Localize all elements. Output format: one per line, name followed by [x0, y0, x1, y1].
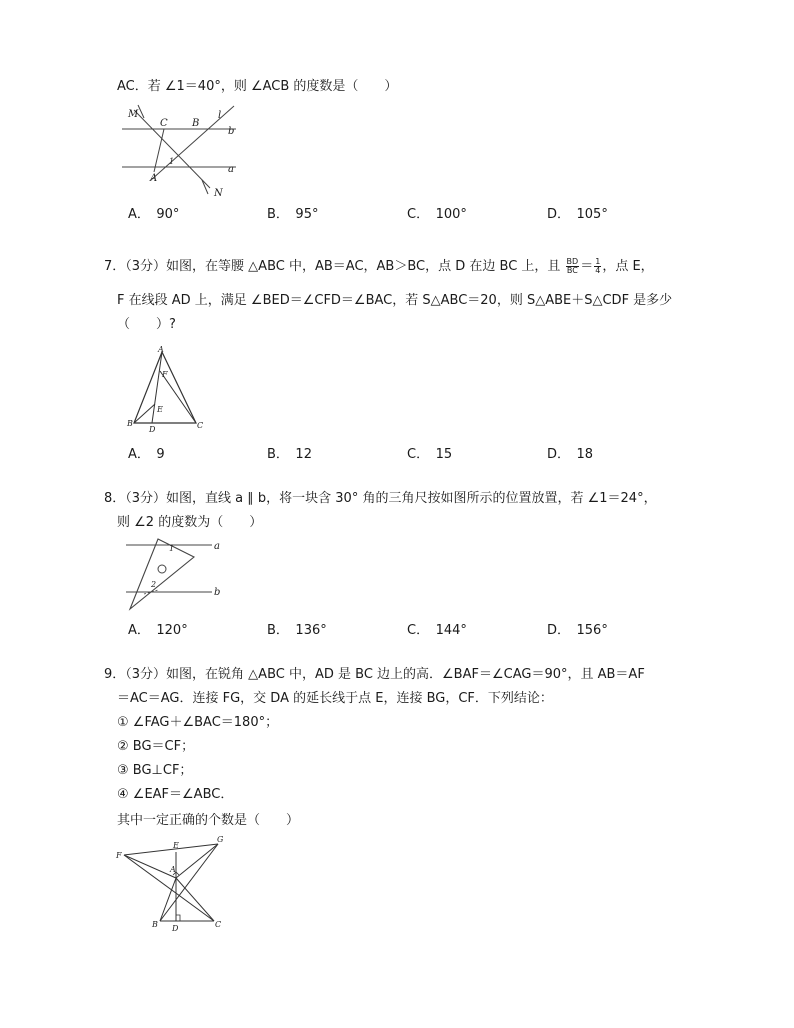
- q6-figure: [118, 104, 248, 199]
- label-b: B: [152, 920, 158, 929]
- label-a-line: a: [228, 164, 234, 175]
- q7-line3: （ ）?: [117, 317, 176, 332]
- label-c: C: [160, 118, 168, 129]
- q7-line1-end: ，点 E，: [602, 259, 654, 274]
- segment-ac: [176, 878, 214, 921]
- label-d: D: [149, 425, 156, 434]
- q6-stem: AC．若 ∠1＝40°，则 ∠ACB 的度数是（ ）: [117, 79, 398, 94]
- q7-option-d: D． 18: [547, 447, 594, 462]
- label-d: D: [172, 924, 179, 933]
- q9-figure: [114, 834, 234, 934]
- q8-line2: 则 ∠2 的度数为（ ）: [117, 515, 263, 530]
- q8-line1: 8．（3分）如图，直线 a ∥ b，将一块含 30° 角的三角尺按如图所示的位置放置，若 ∠1＝24°，: [104, 491, 657, 506]
- fraction-one-quarter: [594, 258, 601, 275]
- q7-option-c: C． 15: [407, 447, 453, 462]
- label-c: C: [197, 421, 204, 430]
- label-e: E: [173, 841, 179, 850]
- frac-numerator: BD: [566, 257, 579, 266]
- q8-option-d: D． 156°: [547, 623, 608, 638]
- label-a-point: A: [150, 173, 158, 184]
- frac2-numerator: 1: [595, 257, 601, 266]
- label-b-line: b: [228, 126, 235, 137]
- label-f: F: [162, 370, 168, 379]
- label-a: A: [158, 345, 164, 354]
- label-g: G: [217, 835, 224, 844]
- triangle-abc: [134, 352, 196, 423]
- label-angle-1: 1: [169, 544, 175, 553]
- q6-option-a: A． 90°: [128, 207, 180, 222]
- segment-ga: [176, 844, 218, 878]
- q7-line1-text: 7．（3分）如图，在等腰 △ABC 中，AB＝AC，AB＞BC，点 D 在边 BC 上，且: [104, 259, 561, 274]
- q6-option-c: C． 100°: [407, 207, 467, 222]
- q7-option-a: A． 9: [128, 447, 165, 462]
- label-a: a: [214, 541, 220, 552]
- q7-equals: ＝: [580, 259, 594, 274]
- label-angle-2: 2: [151, 580, 157, 589]
- segment-fg: [124, 844, 218, 855]
- q7-option-b: B． 12: [267, 447, 312, 462]
- label-c: C: [215, 920, 222, 929]
- q9-question: 其中一定正确的个数是（ ）: [117, 813, 300, 828]
- q7-line1: [104, 258, 654, 276]
- q7-line2: F 在线段 AD 上，满足 ∠BED＝∠CFD＝∠BAC，若 S△ABC＝20，则 S△ABE＋S△CDF 是多少: [117, 293, 673, 308]
- label-m: M: [128, 109, 139, 120]
- label-b: b: [214, 587, 221, 598]
- q8-option-a: A． 120°: [128, 623, 188, 638]
- q9-conclusion-4: ④ ∠EAF＝∠ABC．: [117, 787, 234, 802]
- q6-option-b: B． 95°: [267, 207, 319, 222]
- frac2-denominator: 4: [595, 266, 601, 275]
- q9-conclusion-2: ② BG＝CF；: [117, 739, 195, 754]
- segment-ab: [160, 878, 176, 921]
- label-n: N: [214, 188, 223, 199]
- q9-line1: 9．（3分）如图，在锐角 △ABC 中，AD 是 BC 边上的高．∠BAF＝∠CAG＝90°，且 AB＝AF: [104, 667, 645, 682]
- frac-denominator: BC: [566, 266, 578, 275]
- q9-conclusion-3: ③ BG⊥CF；: [117, 763, 193, 778]
- ruler-hole: [158, 565, 166, 573]
- segment-bg: [160, 844, 218, 921]
- segment-cf: [124, 855, 214, 921]
- q8-figure: [122, 537, 232, 617]
- label-f: F: [116, 851, 122, 860]
- q8-option-c: C． 144°: [407, 623, 467, 638]
- label-angle-1: 1: [169, 157, 175, 166]
- q9-conclusion-1: ① ∠FAG＋∠BAC＝180°；: [117, 715, 279, 730]
- q7-figure: [124, 346, 214, 436]
- fraction-bd-bc: [566, 258, 580, 275]
- label-e: E: [157, 405, 163, 414]
- label-a: A: [170, 865, 176, 874]
- label-l: l: [218, 110, 222, 121]
- label-b: B: [127, 419, 133, 428]
- triangle-ruler: [130, 539, 194, 609]
- label-b-point: B: [192, 118, 200, 129]
- q9-line2: ＝AC＝AG．连接 FG，交 DA 的延长线于点 E，连接 BG，CF．下列结论：: [117, 691, 553, 706]
- q6-option-d: D． 105°: [547, 207, 608, 222]
- q8-option-b: B． 136°: [267, 623, 327, 638]
